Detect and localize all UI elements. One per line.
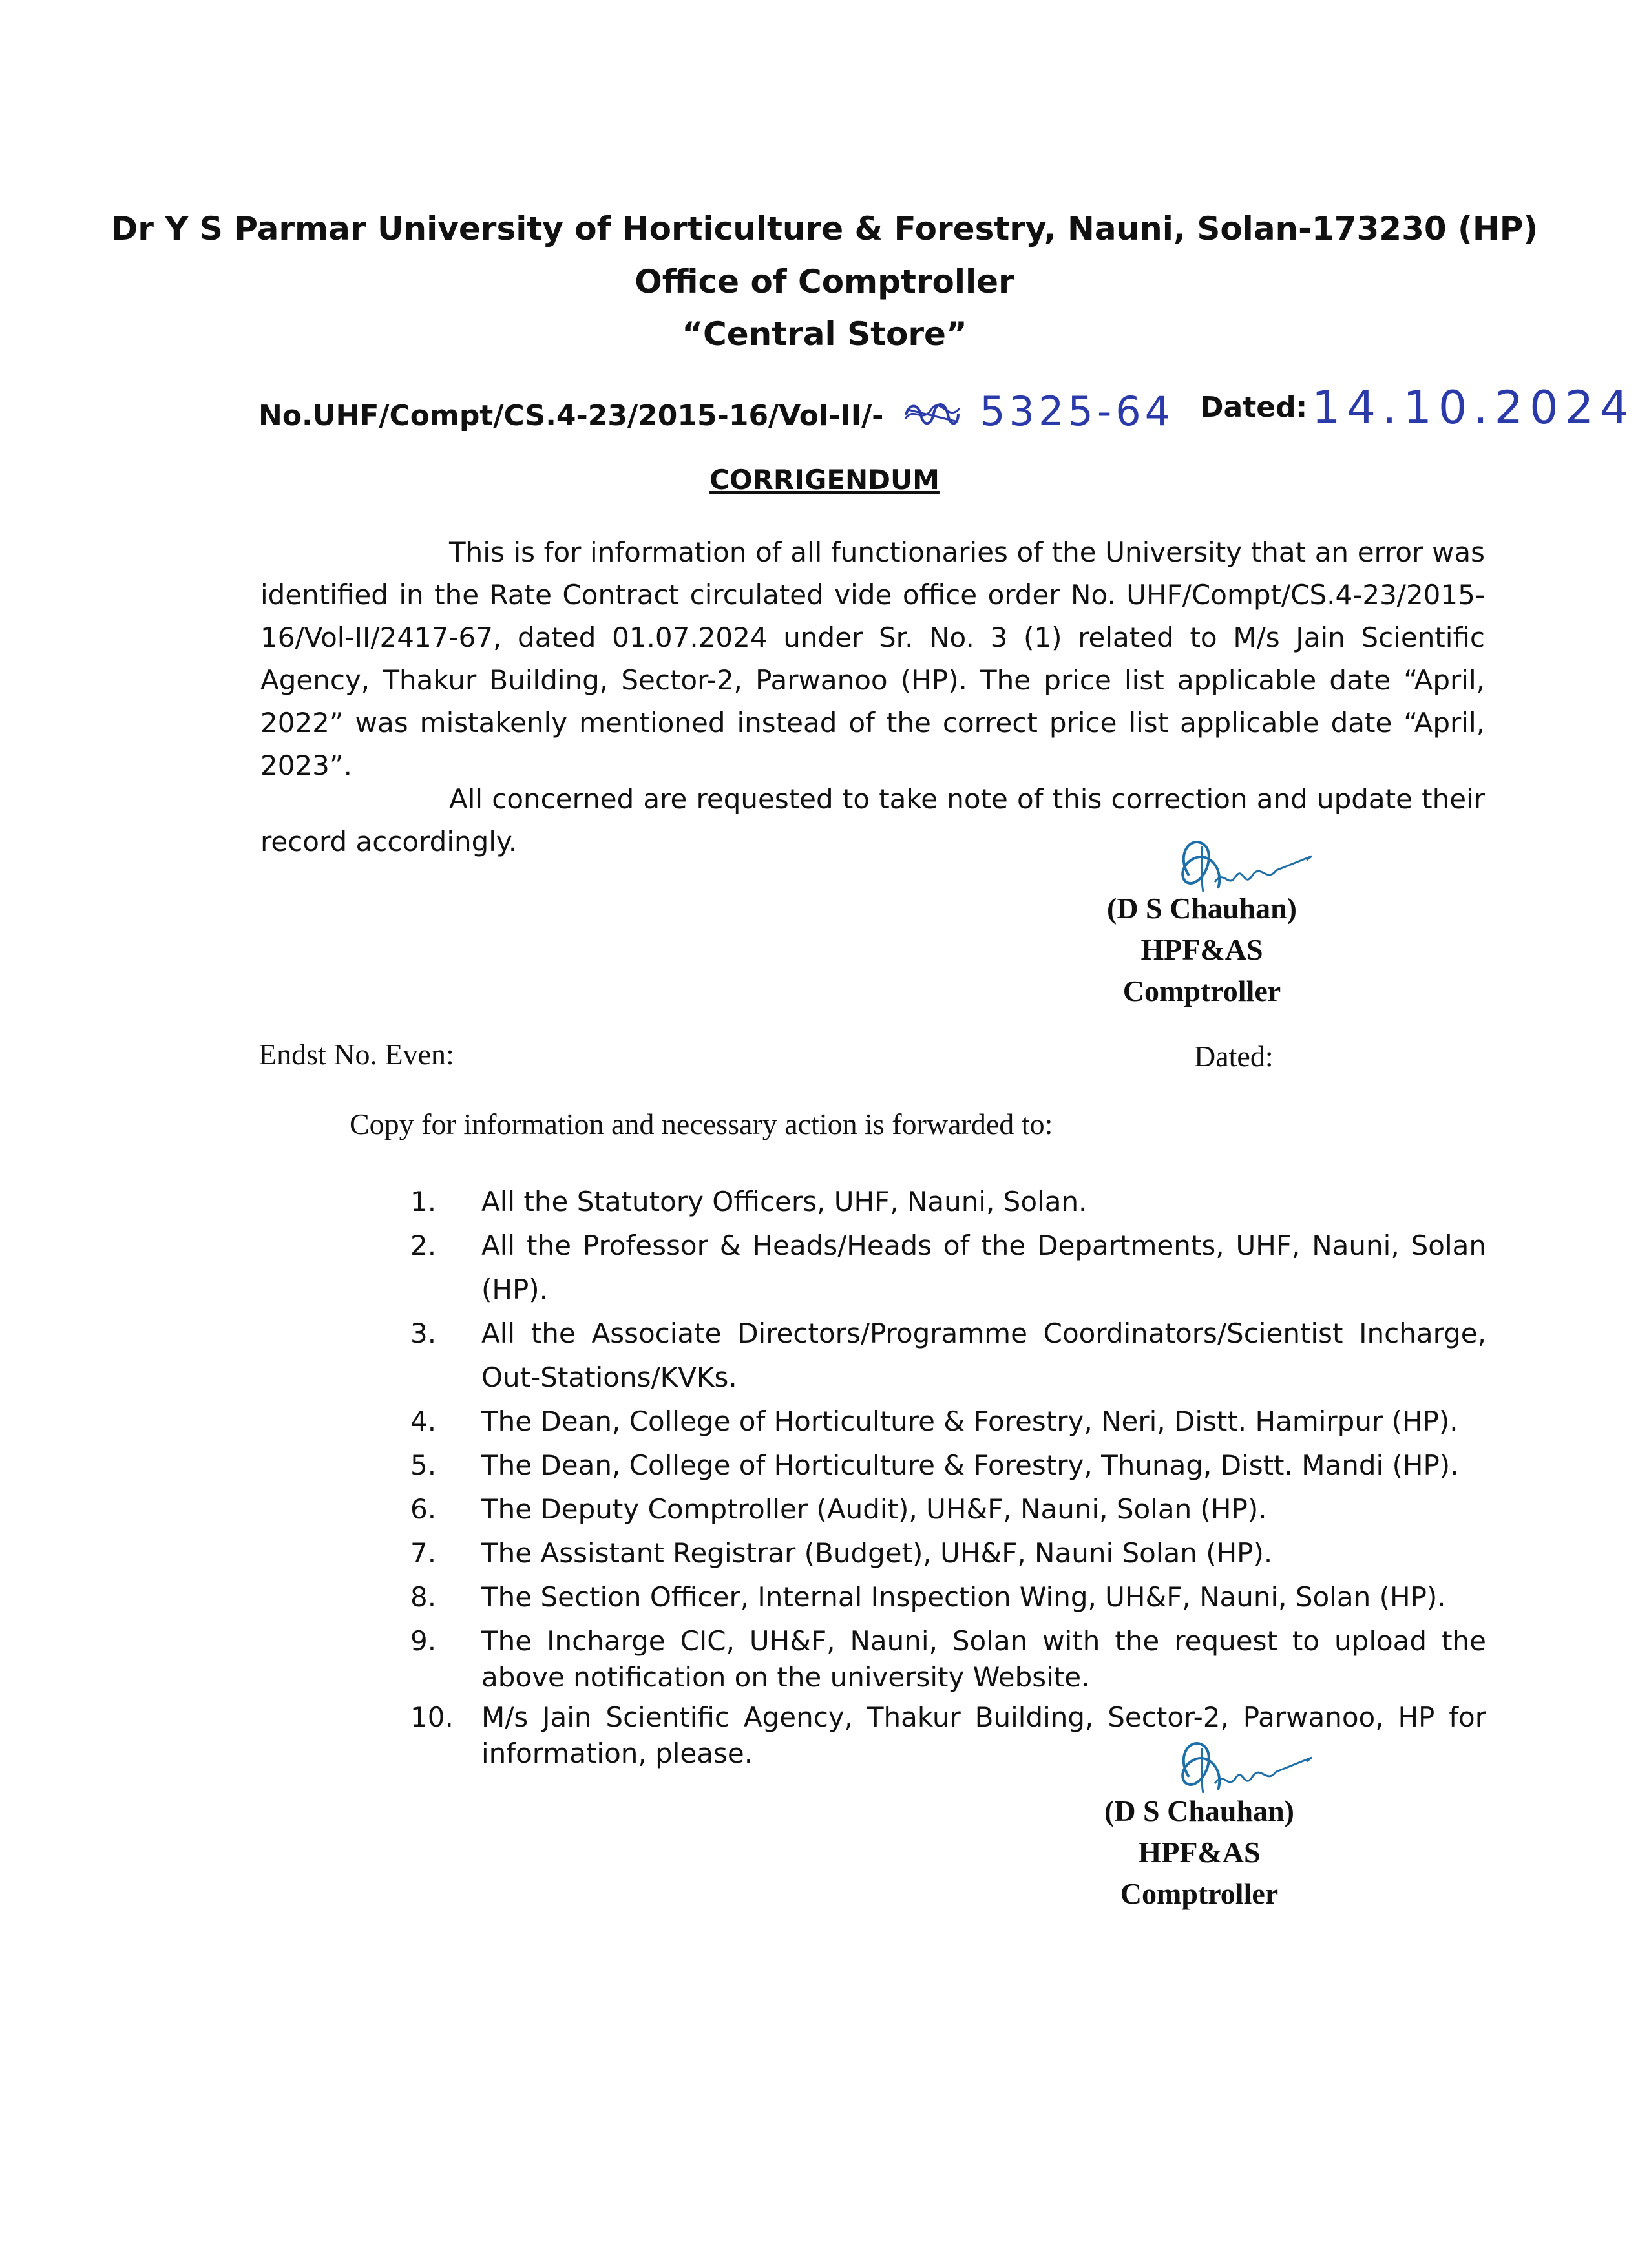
signatory-2	[1070, 1790, 1329, 1915]
reference-number	[258, 388, 1174, 435]
store-name: “Central Store”	[682, 315, 967, 353]
signatory-2-name: (D S Chauhan)	[1104, 1794, 1294, 1827]
office-name: Office of Comptroller	[635, 263, 1014, 300]
list-item: 8. The Section Officer, Internal Inspection Wing, UH&F, Nauni, Solan (HP).	[410, 1581, 1446, 1613]
handwritten-date: 14.10.2024	[1312, 381, 1635, 434]
body-paragraph-1: This is for information of all functionaries of the University that an error was identified in the Rate Contract circulated vide office order No. UHF/Compt/CS.4-23/2015-16/Vol-II/2417-67, dated 01.07.2024 under Sr. No. 3 (1) related to M/s Jain Scientific Agency, Thakur Building, Sector-2, Parwanoo (HP). The price list applicable date “April, 2022” was mistakenly mentioned instead of the correct price list applicable date “April, 2023”.	[260, 536, 1485, 781]
list-item: 3. All the Associate Directors/Programme Coordinators/Scientist Incharge, Out-Stations/KVKs.	[410, 1318, 1486, 1393]
recipient-list	[410, 1180, 1486, 1776]
struck-out-scribble	[903, 399, 961, 429]
list-item: 2. All the Professor & Heads/Heads of the Departments, UHF, Nauni, Solan (HP).	[410, 1230, 1486, 1305]
list-item: 7. The Assistant Registrar (Budget), UH&F, Nauni Solan (HP).	[410, 1537, 1273, 1569]
body-paragraph-2: All concerned are requested to take note of this correction and update their record accordingly.	[260, 783, 1485, 857]
dated-label: Dated:	[1200, 391, 1308, 424]
signatory-2-designation: Comptroller	[1120, 1877, 1279, 1910]
copy-forward-line: Copy for information and necessary action is forwarded to:	[350, 1108, 1053, 1140]
list-item: 1. All the Statutory Officers, UHF, Nauni, Solan.	[410, 1186, 1087, 1217]
handwritten-number: 5325-64	[980, 388, 1175, 435]
list-item: 5. The Dean, College of Horticulture & Forestry, Thunag, Distt. Mandi (HP).	[410, 1449, 1459, 1481]
signatory-1	[1073, 888, 1331, 1012]
list-item: 10. M/s Jain Scientific Agency, Thakur Building, Sector-2, Parwanoo, HP for information, please.	[410, 1701, 1486, 1769]
signatory-2-service: HPF&AS	[1138, 1836, 1261, 1869]
reference-prefix: No.UHF/Compt/CS.4-23/2015-16/Vol-II/-	[258, 399, 884, 432]
list-item: 9. The Incharge CIC, UH&F, Nauni, Solan with the request to upload the above notification on the university Website.	[410, 1625, 1486, 1693]
document-title: CORRIGENDUM	[709, 464, 940, 496]
list-item: 6. The Deputy Comptroller (Audit), UH&F, Nauni, Solan (HP).	[410, 1493, 1267, 1525]
list-item: 4. The Dean, College of Horticulture & Forestry, Neri, Distt. Hamirpur (HP).	[410, 1405, 1458, 1437]
signatory-1-designation: Comptroller	[1122, 974, 1281, 1007]
university-name: Dr Y S Parmar University of Horticulture & Forestry, Nauni, Solan-173230 (HP)	[110, 210, 1539, 247]
endorsement-dated: Dated:	[1194, 1040, 1274, 1073]
signatory-1-service: HPF&AS	[1140, 933, 1263, 966]
endorsement-number: Endst No. Even:	[258, 1038, 454, 1071]
signatory-1-name: (D S Chauhan)	[1107, 892, 1297, 925]
